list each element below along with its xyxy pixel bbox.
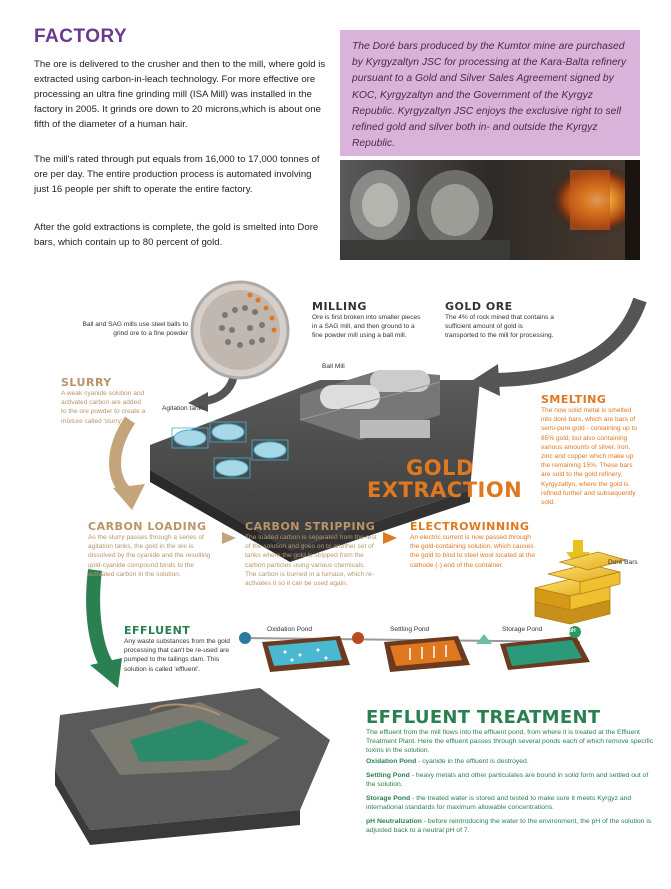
effluent-treatment-intro: The effluent from the mill flows into the effluent pond, from where it is treated at the Effluent Treatment Plant. Here the effluent passes through several ponds each of which remove specific toxins in the solution.: [366, 729, 654, 754]
carbon-loading-text: As the slurry passes through a series of agitation tanks, the gold in the ore is dissolved by the cyanide and the resulting gold-cyanide compound binds to the activated carbon in the solution.: [88, 534, 211, 578]
effluent-storage-item: Storage Pond - the treated water is stored and tested to make sure it meets Kyrgyz and international standards for maximum allowable concentrations.: [366, 795, 632, 811]
ph-tank-label: pH: [569, 628, 576, 634]
effluent-ph-item: pH Neutralization - before reintroducing the water to the environment, the pH of the solution is adjusted back to a neutral pH of 7.: [366, 818, 652, 834]
carbon-loading-title: CARBON LOADING: [88, 520, 207, 533]
settling-pond: [384, 636, 470, 672]
factory-paragraph-2: The mill's rated through put equals from 16,000 to 17,000 tonnes of ore per day. The entire production process is automated involving just 16 people per shift to operate the entire factory.: [34, 154, 320, 195]
electrowinning-title: ELECTROWINNING: [410, 520, 530, 533]
page-title: FACTORY: [34, 26, 128, 47]
quote-box: The Doré bars produced by the Kumtor mine are purchased by Kyrgyzaltyn JSC for processing at the Kara-Balta refinery pursuant to a Gold and Silver Sales Agreement signed by KOC, Kyrgyzaltyn and the Government of the Kyrgyz Republic. Kyrgyzaltyn JSC enjoys the exclusive right to sell refined gold and silver both in- and outside the Kyrgyz Republic.: [340, 30, 640, 156]
ball-mill-note: Ball and SAG mills use steel balls to grind ore to a fine powder: [82, 321, 188, 338]
ball-mill-label: Ball Mill: [322, 363, 345, 370]
slurry-text: A weak cyanide solution and activated carbon are added to the ore powder to create a mixture called 'slurry'.: [61, 390, 146, 425]
milling-text: Ore is first broken into smaller pieces in a SAG mill, and then ground to a fine powder mill using a ball mill.: [312, 314, 421, 340]
dore-bars-label: Doré Bars: [608, 559, 638, 566]
smelting-title: SMELTING: [541, 393, 607, 406]
settling-pond-label: Settling Pond: [390, 626, 430, 633]
effluent-settling-item: Settling Pond - heavy metals and other particulates are bound in solid form and settled out of the solution.: [366, 772, 649, 788]
carbon-stripping-title: CARBON STRIPPING: [245, 520, 376, 533]
gold-extraction-title-line1: GOLD: [406, 456, 474, 480]
effluent-oxidation-item: Oxidation Pond - cyanide in the effluent is destroyed.: [366, 758, 529, 765]
gold-ore-text: The 4% of rock mined that contains a sufficient amount of gold is transported to the mill for processing.: [445, 314, 554, 340]
agitation-tanks-label: Agitation tanks: [162, 405, 206, 412]
oxidation-pond: [262, 636, 350, 672]
factory-paragraph-1: The ore is delivered to the crusher and then to the mill, where gold is extracted using carbon-in-leach technology. For more effective ore processing an ultra fine grinding mill (ISA Mill) was installed in the factory in 2005. It grinds ore down to 20 microns,which is about one fifth of the diameter of a human hair.: [34, 59, 326, 130]
milling-title: MILLING: [312, 300, 367, 313]
electrowinning-text: An electric current is now passed through the gold-containing solution, which causes the gold to bind to steel wool located at the cathode (-) end of the container.: [410, 534, 536, 569]
smelting-text: The now solid metal is smelted into doré bars, which are bars of semi-pure gold - containing up to 85% gold, but also containing various amounts of silver, iron, zinc and copper which make up the remaining 15%. These bars are sold to the gold refinery, Kyrgyzaltyn, where the gold is refined further and subsequently sold.: [541, 407, 638, 507]
effluent-treatment-title: EFFLUENT TREATMENT: [366, 707, 601, 728]
gold-extraction-title-line2: EXTRACTION: [367, 478, 523, 502]
factory-paragraph-3: After the gold extractions is complete, the gold is smelted into Dore bars, which contain up to 80 percent of gold.: [34, 222, 319, 248]
storage-pond-label: Storage Pond: [502, 626, 543, 633]
effluent-title: EFFLUENT: [124, 624, 191, 637]
carbon-stripping-text: The loaded carbon is separated from the rest of the solution and goes on to another set of tanks where the gold is stripped from the carbon particles using various chemicals. The carbon is burned in a furnace, which re-activates it so it can be used again.: [245, 534, 377, 588]
effluent-text: Any waste substances from the gold processing that can't be re-used are pumped to the tailings dam. This solution is called 'effluent'.: [124, 638, 230, 673]
gold-ore-title: GOLD ORE: [445, 300, 513, 313]
slurry-title: SLURRY: [61, 376, 112, 389]
oxidation-pond-label: Oxidation Pond: [267, 626, 313, 633]
mill-photo: [340, 160, 640, 260]
